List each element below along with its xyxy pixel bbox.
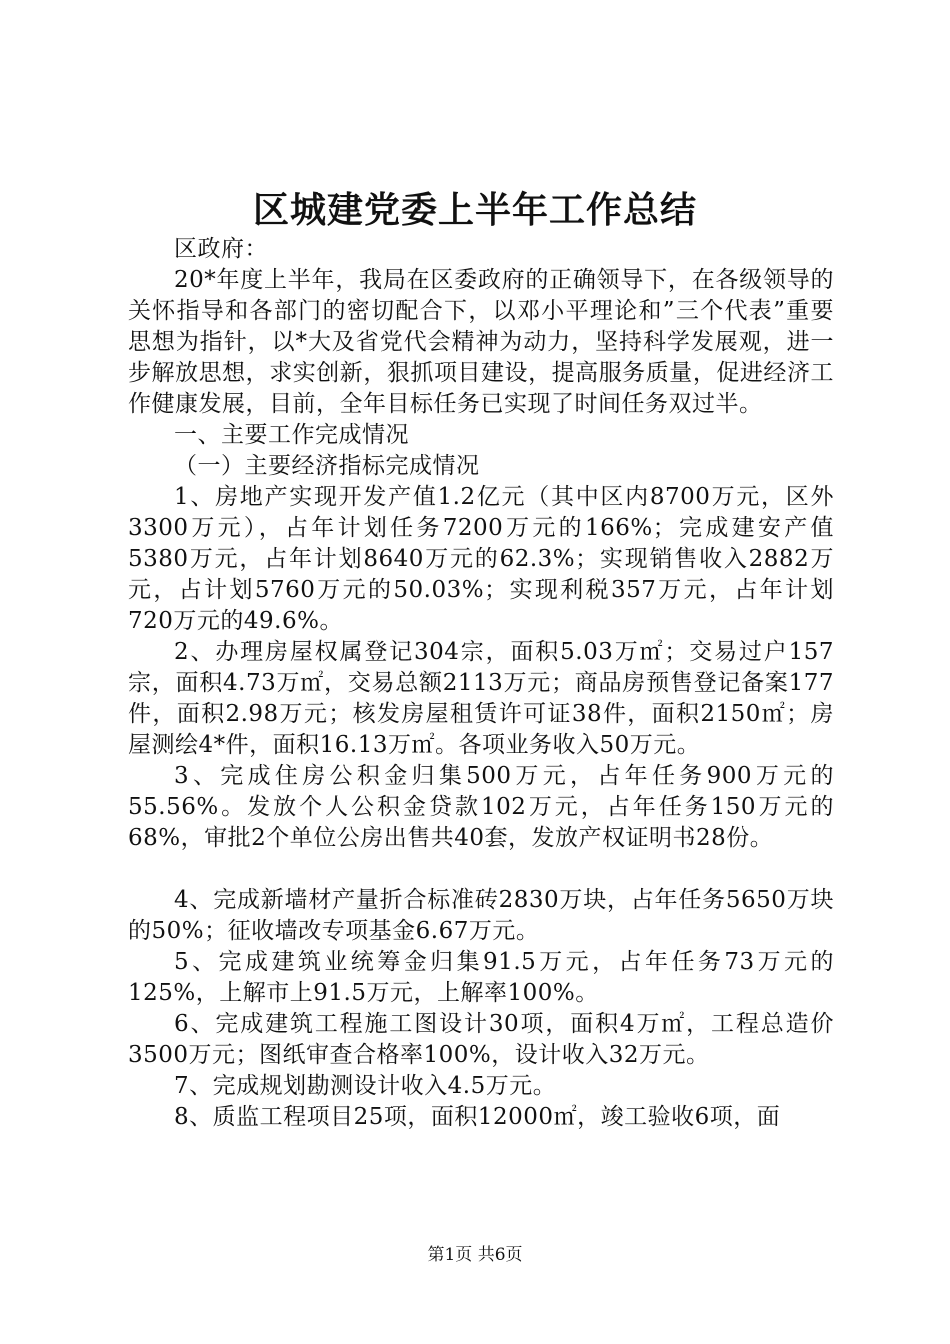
- section-heading: 一、主要工作完成情况: [174, 422, 409, 448]
- paragraph-intro: 20*年度上半年，我局在区委政府的正确领导下，在各级领导的关怀指导和各部门的密切配合下，以邓小平理论和”三个代表”重要思想为指针，以*大及省党代会精神为动力，坚持科学发展观，进一步解放思想，求实创新，狠抓项目建设，提高服务质量，促进经济工作健康发展，目前，全年目标任务已实现了时间任务双过半。: [128, 267, 834, 417]
- paragraph-item-8: 8、质监工程项目25项，面积12000㎡，竣工验收6项，面: [174, 1104, 781, 1130]
- paragraph-item-6: 6、完成建筑工程施工图设计30项，面积4万㎡，工程总造价3500万元；图纸审查合格率100%，设计收入32万元。: [128, 1011, 834, 1068]
- page-number-footer: 第1页 共6页: [427, 1245, 523, 1265]
- paragraph-item-3: 3、完成住房公积金归集500万元，占年任务900万元的55.56%。发放个人公积金贷款102万元，占年任务150万元的68%，审批2个单位公房出售共40套，发放产权证明书28份。: [128, 763, 834, 851]
- document-title: 区城建党委上半年工作总结: [252, 189, 697, 231]
- paragraph-item-4: 4、完成新墙材产量折合标准砖2830万块，占年任务5650万块的50%；征收墙改专项基金6.67万元。: [128, 887, 834, 944]
- salutation: 区政府：: [174, 236, 268, 262]
- document-body: [128, 234, 834, 1133]
- paragraph-item-5: 5、完成建筑业统筹金归集91.5万元，占年任务73万元的125%，上解市上91.5万元，上解率100%。: [128, 949, 834, 1006]
- subsection-heading: （一）主要经济指标完成情况: [174, 453, 480, 479]
- paragraph-item-2: 2、办理房屋权属登记304宗，面积5.03万㎡；交易过户157宗，面积4.73万㎡，交易总额2113万元；商品房预售登记备案177件，面积2.98万元；核发房屋租赁许可证38件，面积2150㎡；房屋测绘4*件，面积16.13万㎡。各项业务收入50万元。: [128, 639, 834, 758]
- paragraph-item-1: 1、房地产实现开发产值1.2亿元（其中区内8700万元，区外3300万元），占年计划任务7200万元的166%；完成建安产值5380万元，占年计划8640万元的62.3%；实现销售收入2882万元，占计划5760万元的50.03%；实现利税357万元，占年计划720万元的49.6%。: [128, 484, 834, 634]
- paragraph-item-7: 7、完成规划勘测设计收入4.5万元。: [174, 1073, 557, 1099]
